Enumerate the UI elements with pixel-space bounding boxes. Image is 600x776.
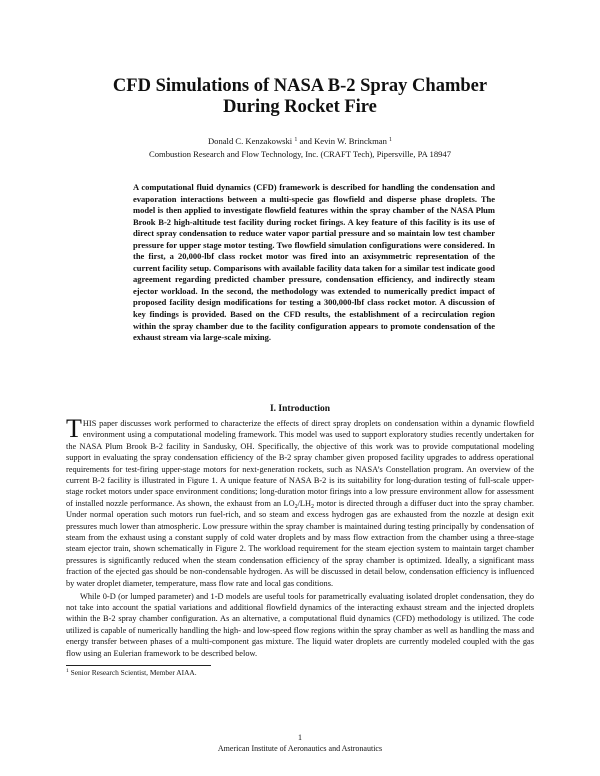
- author-name: Donald C. Kenzakowski: [207, 136, 293, 146]
- title-line-1: CFD Simulations of NASA B-2 Spray Chamber: [112, 76, 488, 96]
- footnote-divider: [66, 665, 211, 666]
- drop-cap: T: [66, 414, 82, 443]
- intro-paragraph: [66, 414, 534, 589]
- paragraph-text: HIS paper discusses work performed to characterize the effects of direct spray droplets on condensation within a dynamic flowfield environment using a computational modeling framework. This model was used to support exploratory studies recently undertaken for the NASA Plum Brook B-2 facility in Sandusky, OH. Specifically, the objective of this work was to provide computational modeling support in evaluating the spray condensation efficiency of the B-2 spray chamber given proposed facility upgrades to address operational requirements for test-firing upper-stage motors for next-generation rockets, such as NASA’s Constellation program. An overview of the current B-2 facility is illustrated in Figure 1. A unique feature of NASA B-2 is its suitability for long-duration testing of full-scale upper-stage rocket motors under space environment conditions; long-duration motor firings into a low pressure environment allow for assessment of installed nozzle performance. As shown, the exhaust from an LO: [66, 419, 534, 508]
- section-heading: I. Introduction: [269, 404, 330, 414]
- footnote-text: Senior Research Scientist, Member AIAA.: [68, 668, 197, 677]
- introduction-body: [66, 414, 534, 659]
- subscript: 2: [311, 503, 315, 510]
- affiliation-mark: 1: [294, 137, 298, 143]
- author-block: [0, 135, 600, 161]
- affiliation-mark: 1: [389, 137, 393, 143]
- paragraph-text: /LH: [297, 498, 312, 508]
- author-joiner: and: [297, 136, 315, 146]
- author-name: Kevin W. Brinckman: [314, 136, 387, 146]
- subscript: 2: [294, 503, 298, 510]
- title-line-2: During Rocket Fire: [223, 97, 377, 117]
- author-affiliation: Combustion Research and Flow Technology, Inc. (CRAFT Tech), Pipersville, PA 18947: [148, 149, 452, 159]
- page-footer: American Institute of Aeronautics and Astronautics: [217, 744, 383, 753]
- page-number: 1: [298, 733, 302, 742]
- footnote: [66, 668, 536, 678]
- paragraph-text: motor is directed through a diffuser duct into the spray chamber. Under normal operation such motors run fuel-rich, and so steam and excess hydrogen gas are exhausted from the nozzle at design exit pressures much lower than atmospheric. Low pressure within the spray chamber is maintained during testing principally by condensation of steam from the exhaust using a constant supply of cold water droplets and by mass flow extraction from the chamber using a three-stage steam ejector train, shown schematically in Figure 2. The workload requirement for the steam ejection system to maintain target chamber pressures is significantly reduced when the steam condensation efficiency of the spray chamber is optimized. Ideally, a significant mass fraction of the ejected gas should be non-condensable hydrogen. As will be discussed in detail below, condensation efficiency is influenced by water droplet diameter, temperature, mass flow rate and local gas conditions.: [66, 498, 534, 588]
- paper-title: [0, 76, 600, 118]
- footnote-mark: 1: [66, 668, 69, 674]
- abstract: A computational fluid dynamics (CFD) framework is described for handling the condensation and evaporation interactions between a multi-specie gas flowfield and disperse phase droplets. The model is then applied to investigate flowfield features within the spray chamber of the NASA Plum Brook B-2 high-altitude test facility during rocket firings. A key feature of this facility is its use of direct spray condensation to reduce water vapor partial pressure and so maintain low test chamber pressure for upper stage motor testing. Two flowfield simulation configurations were considered. In the first, a 20,000-lbf class rocket motor was fired into an axisymmetric representation of the current facility setup. Comparisons with available facility data taken for a similar test indicate good agreement regarding predicted chamber pressure, condensation efficiency, and indirectly steam ejector workload. In the second, the methodology was extended to numerically predict impact of proposed facility design modifications for testing a 300,000-lbf class rocket motor. A discussion of key findings is provided. Based on the CFD results, the establishment of a recirculation region within the spray chamber due to the facility configuration appears to promote condensation of the exhaust stream via large-scale mixing.: [133, 182, 495, 343]
- intro-paragraph: While 0-D (or lumped parameter) and 1-D models are useful tools for parametrically evaluating isolated droplet condensation, they do not take into account the spatial variations and additional flowfield dynamics of the interacting exhaust stream and the injected droplets within the B-2 spray chamber configuration. As an alternative, a computational fluid dynamics (CFD) methodology is utilized. The code utilized is capable of numerically handling the high- and low-speed flow regions within the spray chamber as well as handling the mass and energy transfer between phases of a multi-component gas mixture. The liquid water droplets are currently modeled coupled with the gas flow using an Eulerian framework to be described below.: [66, 591, 534, 658]
- author-line: [0, 135, 600, 148]
